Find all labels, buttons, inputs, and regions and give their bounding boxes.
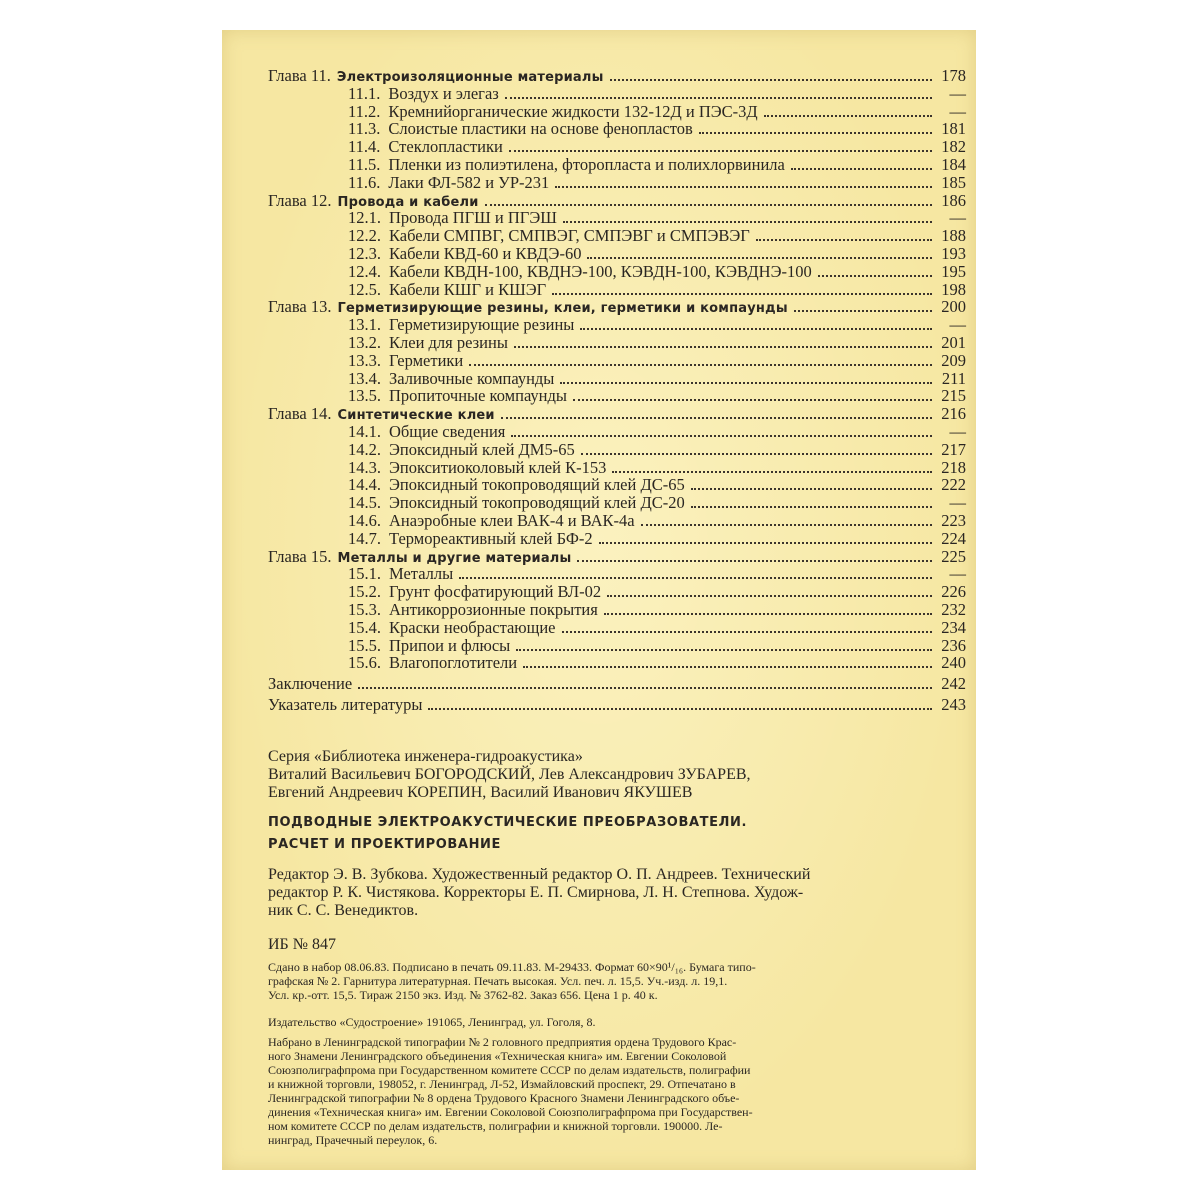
dot-leader bbox=[691, 488, 932, 490]
page-number: 184 bbox=[941, 154, 966, 174]
ib-number: ИБ № 847 bbox=[268, 936, 337, 953]
toc-title: Эпокситиоколовый клей К-153 bbox=[389, 457, 607, 477]
toc-title: Указатель литературы bbox=[268, 694, 423, 714]
printing-line-7: ном комитете СССР по делам издательств, полиграфии и книжной торговли. 190000. Ле- bbox=[268, 1119, 723, 1133]
toc-title: Провода ПГШ и ПГЭШ bbox=[389, 208, 557, 228]
page-number: 201 bbox=[941, 332, 966, 352]
toc-section-row bbox=[268, 281, 966, 299]
page-number: — bbox=[949, 208, 966, 228]
page-number: — bbox=[949, 564, 966, 584]
chapter-label: Глава 14. bbox=[268, 404, 332, 424]
chapter-label: Глава 12. bbox=[268, 190, 332, 210]
toc-section-row bbox=[268, 601, 966, 619]
print-specs-line-2: графская № 2. Гарнитура литературная. Печать высокая. Усл. печ. л. 15,5. Уч.-изд. л. 19,1. bbox=[268, 974, 728, 988]
page-number: — bbox=[949, 421, 966, 441]
toc-title: Грунт фосфатирующий ВЛ-02 bbox=[389, 582, 602, 602]
section-number: 13.3. bbox=[348, 350, 381, 370]
toc-title: Эпоксидный токопроводящий клей ДС-20 bbox=[389, 493, 685, 513]
printing-line-8: нинград, Прачечный переулок, 6. bbox=[268, 1133, 438, 1147]
dot-leader bbox=[641, 524, 932, 526]
toc-title: Герметизирующие резины, клеи, герметики и компаунды bbox=[337, 301, 788, 317]
toc-title: Лаки ФЛ-582 и УР-231 bbox=[388, 172, 550, 192]
toc-title: Клеи для резины bbox=[389, 332, 508, 352]
editors-line-1: Редактор Э. В. Зубкова. Художественный редактор О. П. Андреев. Технический bbox=[268, 866, 811, 883]
page-number: 209 bbox=[941, 350, 966, 370]
section-number: 14.4. bbox=[348, 475, 381, 495]
section-number: 14.6. bbox=[348, 510, 381, 530]
toc-title: Краски необрастающие bbox=[389, 617, 556, 637]
page-number: 200 bbox=[941, 297, 966, 317]
dot-leader bbox=[791, 168, 932, 170]
chapter-label: Глава 11. bbox=[268, 66, 331, 85]
toc-section-row bbox=[268, 637, 966, 655]
toc-section-row bbox=[268, 654, 966, 672]
page-number: 216 bbox=[941, 404, 966, 424]
dot-leader bbox=[607, 595, 932, 597]
section-number: 13.2. bbox=[348, 332, 381, 352]
section-number: 14.7. bbox=[348, 528, 381, 548]
dot-leader bbox=[469, 364, 932, 366]
printing-line-5: Ленинградской типографии № 8 ордена Трудового Красного Знамени Ленинградского объе- bbox=[268, 1091, 740, 1105]
chapter-label: Глава 15. bbox=[268, 546, 332, 566]
toc-title: Синтетические клеи bbox=[337, 408, 495, 424]
dot-leader bbox=[562, 631, 933, 633]
section-number: 15.2. bbox=[348, 582, 381, 602]
section-number: 14.5. bbox=[348, 493, 381, 513]
toc-title: Кабели КВД-60 и КВДЭ-60 bbox=[389, 243, 582, 263]
toc-section-row bbox=[268, 512, 966, 530]
toc-title: Воздух и элегаз bbox=[388, 83, 499, 103]
book-page bbox=[222, 30, 976, 1170]
toc-section-row bbox=[268, 530, 966, 548]
toc-section-row bbox=[268, 245, 966, 263]
dot-leader bbox=[794, 310, 932, 312]
book-title bbox=[268, 812, 958, 856]
toc-title: Кабели СМПВГ, СМПВЭГ, СМПЭВГ и СМПЭВЭГ bbox=[389, 226, 750, 246]
section-number: 11.6. bbox=[348, 172, 381, 192]
dot-leader bbox=[509, 150, 932, 152]
dot-leader bbox=[580, 328, 932, 330]
toc-chapter-row bbox=[268, 548, 966, 566]
section-number: 11.5. bbox=[348, 154, 381, 174]
page-number: 218 bbox=[941, 457, 966, 477]
dot-leader bbox=[756, 239, 932, 241]
page-number: 224 bbox=[941, 528, 966, 548]
dot-leader bbox=[358, 687, 932, 689]
toc-entry-row bbox=[268, 675, 966, 693]
section-number: 12.2. bbox=[348, 226, 381, 246]
page-number: 232 bbox=[941, 599, 966, 619]
section-number: 12.5. bbox=[348, 279, 381, 299]
page-number: — bbox=[949, 493, 966, 513]
book-title-line-1: ПОДВОДНЫЕ ЭЛЕКТРОАКУСТИЧЕСКИЕ ПРЕОБРАЗОВАТЕЛИ. bbox=[268, 815, 747, 830]
dot-leader bbox=[818, 275, 932, 277]
editors-line-3: ник С. С. Венедиктов. bbox=[268, 902, 419, 919]
toc-title: Эпоксидный клей ДМ5-65 bbox=[389, 439, 575, 459]
editors-line-2: редактор Р. К. Чистякова. Корректоры Е. П. Смирнова, Л. Н. Степнова. Худож- bbox=[268, 884, 804, 901]
dot-leader bbox=[552, 293, 932, 295]
section-number: 15.4. bbox=[348, 617, 381, 637]
printing-line-2: ного Знамени Ленинградского объединения «Техническая книга» им. Евгении Соколовой bbox=[268, 1049, 727, 1063]
toc-section-row bbox=[268, 85, 966, 103]
dot-leader bbox=[691, 506, 932, 508]
page-number: 225 bbox=[941, 546, 966, 566]
section-number: 15.5. bbox=[348, 635, 381, 655]
toc-title: Пропиточные компаунды bbox=[389, 386, 567, 406]
toc-title: Металлы и другие материалы bbox=[337, 550, 572, 566]
dot-leader bbox=[563, 221, 932, 223]
book-title-line-2: РАСЧЕТ И ПРОЕКТИРОВАНИЕ bbox=[268, 837, 502, 852]
toc-section-row bbox=[268, 352, 966, 370]
dot-leader bbox=[523, 666, 932, 668]
page-number: 234 bbox=[941, 617, 966, 637]
toc-section-row bbox=[268, 476, 966, 494]
section-number: 11.4. bbox=[348, 137, 381, 157]
dot-leader bbox=[511, 435, 932, 437]
toc-section-row bbox=[268, 156, 966, 174]
toc-section-row bbox=[268, 174, 966, 192]
toc-title: Стеклопластики bbox=[388, 137, 503, 157]
toc-title: Металлы bbox=[389, 564, 454, 584]
section-number: 15.6. bbox=[348, 653, 381, 673]
dot-leader bbox=[501, 417, 932, 419]
dot-leader bbox=[604, 613, 932, 615]
toc-title: Электроизоляционные материалы bbox=[336, 70, 604, 85]
section-number: 11.3. bbox=[348, 119, 381, 139]
toc-title: Пленки из полиэтилена, фторопласта и полихлорвинила bbox=[388, 154, 785, 174]
page-number: 195 bbox=[941, 261, 966, 281]
toc-section-row bbox=[268, 619, 966, 637]
toc-title: Герметики bbox=[389, 350, 464, 370]
toc-title: Антикоррозионные покрытия bbox=[389, 599, 598, 619]
dot-leader bbox=[485, 204, 932, 206]
dot-leader bbox=[577, 560, 932, 562]
page-number: 215 bbox=[941, 386, 966, 406]
page-number: 198 bbox=[941, 279, 966, 299]
dot-leader bbox=[587, 257, 932, 259]
dot-leader bbox=[555, 186, 932, 188]
section-number: 12.4. bbox=[348, 261, 381, 281]
dot-leader bbox=[459, 577, 932, 579]
page-number: 236 bbox=[941, 635, 966, 655]
dot-leader bbox=[560, 382, 932, 384]
page-number: 226 bbox=[941, 582, 966, 602]
page-number: 178 bbox=[941, 66, 966, 85]
page-number: 223 bbox=[941, 510, 966, 530]
dot-leader bbox=[612, 471, 932, 473]
table-of-contents bbox=[268, 67, 966, 714]
page-number: 243 bbox=[941, 694, 966, 714]
toc-title: Заключение bbox=[268, 674, 353, 694]
page-number: — bbox=[949, 83, 966, 103]
toc-chapter-row bbox=[268, 67, 966, 85]
toc-chapter-row bbox=[268, 192, 966, 210]
toc-title: Кремнийорганические жидкости 132-12Д и ПЭС-3Д bbox=[388, 101, 758, 121]
toc-title: Влагопоглотители bbox=[389, 653, 518, 673]
toc-chapter-row bbox=[268, 405, 966, 423]
toc-title: Общие сведения bbox=[389, 421, 506, 441]
toc-section-row bbox=[268, 565, 966, 583]
toc-title: Провода и кабели bbox=[337, 194, 479, 210]
toc-title: Припои и флюсы bbox=[389, 635, 511, 655]
section-number: 14.2. bbox=[348, 439, 381, 459]
toc-title: Кабели КШГ и КШЭГ bbox=[389, 279, 547, 299]
toc-section-row bbox=[268, 263, 966, 281]
toc-title: Эпоксидный токопроводящий клей ДС-65 bbox=[389, 475, 685, 495]
section-number: 13.4. bbox=[348, 368, 381, 388]
toc-section-row bbox=[268, 120, 966, 138]
page-number: 217 bbox=[941, 439, 966, 459]
toc-section-row bbox=[268, 227, 966, 245]
toc-title: Заливочные компаунды bbox=[389, 368, 555, 388]
authors-line-2: Евгений Андреевич КОРЕПИН, Василий Иванович ЯКУШЕВ bbox=[268, 784, 693, 801]
section-number: 13.5. bbox=[348, 386, 381, 406]
dot-leader bbox=[573, 399, 932, 401]
toc-section-row bbox=[268, 370, 966, 388]
section-number: 12.1. bbox=[348, 208, 381, 228]
dot-leader bbox=[599, 542, 932, 544]
page-number: 242 bbox=[941, 674, 966, 694]
dot-leader bbox=[764, 115, 932, 117]
toc-section-row bbox=[268, 138, 966, 156]
page-number: — bbox=[949, 101, 966, 121]
toc-title: Термореактивный клей БФ-2 bbox=[389, 528, 593, 548]
page-number: 188 bbox=[941, 226, 966, 246]
section-number: 13.1. bbox=[348, 315, 381, 335]
page-number: — bbox=[949, 315, 966, 335]
section-number: 15.1. bbox=[348, 564, 381, 584]
toc-title: Кабели КВДН-100, КВДНЭ-100, КЭВДН-100, КЭВДНЭ-100 bbox=[389, 261, 812, 281]
toc-title: Анаэробные клеи ВАК-4 и ВАК-4а bbox=[389, 510, 635, 530]
section-number: 14.3. bbox=[348, 457, 381, 477]
printing-line-3: Союзполиграфпрома при Государственном комитете СССР по делам издательств, полиграфии bbox=[268, 1063, 751, 1077]
section-number: 14.1. bbox=[348, 421, 381, 441]
dot-leader bbox=[516, 649, 932, 651]
section-number: 15.3. bbox=[348, 599, 381, 619]
page-number: 193 bbox=[941, 243, 966, 263]
toc-section-row bbox=[268, 387, 966, 405]
printing-info bbox=[268, 1035, 958, 1147]
page-number: 182 bbox=[941, 137, 966, 157]
page-number: 222 bbox=[941, 475, 966, 495]
editors-credits bbox=[268, 866, 958, 920]
print-specs-line-3: Усл. кр.-отт. 15,5. Тираж 2150 экз. Изд. № 3762-82. Заказ 656. Цена 1 р. 40 к. bbox=[268, 988, 658, 1002]
toc-section-row bbox=[268, 494, 966, 512]
section-number: 12.3. bbox=[348, 243, 381, 263]
print-specs bbox=[268, 960, 958, 1002]
dot-leader bbox=[610, 79, 932, 81]
section-number: 11.1. bbox=[348, 83, 381, 103]
printing-line-1: Набрано в Ленинградской типографии № 2 головного предприятия ордена Трудового Крас- bbox=[268, 1035, 737, 1049]
dot-leader bbox=[699, 132, 932, 134]
page-number: 211 bbox=[941, 368, 966, 388]
printing-line-4: и книжной торговли, 198052, г. Ленинград, Л-52, Измайловский проспект, 29. Отпечатано в bbox=[268, 1077, 736, 1091]
dot-leader bbox=[581, 453, 932, 455]
toc-title: Слоистые пластики на основе фенопластов bbox=[388, 119, 693, 139]
dot-leader bbox=[428, 708, 932, 710]
toc-section-row bbox=[268, 423, 966, 441]
series-line: Серия «Библиотека инженера-гидроакустика» bbox=[268, 748, 583, 765]
dot-leader bbox=[514, 346, 932, 348]
printing-line-6: динения «Техническая книга» им. Евгении Соколовой Союзполиграфпрома при Государствен- bbox=[268, 1105, 753, 1119]
page-number: 181 bbox=[941, 119, 966, 139]
chapter-label: Глава 13. bbox=[268, 297, 332, 317]
dot-leader bbox=[505, 97, 932, 99]
toc-section-row bbox=[268, 209, 966, 227]
toc-section-row bbox=[268, 316, 966, 334]
page-number: 186 bbox=[941, 190, 966, 210]
toc-section-row bbox=[268, 459, 966, 477]
section-number: 11.2. bbox=[348, 101, 381, 121]
toc-section-row bbox=[268, 583, 966, 601]
publisher-address: Издательство «Судостроение» 191065, Ленинград, ул. Гоголя, 8. bbox=[268, 1015, 596, 1029]
toc-section-row bbox=[268, 103, 966, 121]
series-and-authors bbox=[268, 748, 958, 802]
page-number: 240 bbox=[941, 653, 966, 673]
toc-section-row bbox=[268, 334, 966, 352]
toc-entry-row bbox=[268, 696, 966, 714]
toc-title: Герметизирующие резины bbox=[389, 315, 575, 335]
print-specs-line-1: Сдано в набор 08.06.83. Подписано в печать 09.11.83. М-29433. Формат 60×90¹/₁₆. Бумага типо- bbox=[268, 960, 756, 974]
authors-line-1: Виталий Васильевич БОГОРОДСКИЙ, Лев Александрович ЗУБАРЕВ, bbox=[268, 766, 751, 783]
toc-chapter-row bbox=[268, 298, 966, 316]
toc-section-row bbox=[268, 441, 966, 459]
page-number: 185 bbox=[941, 172, 966, 192]
